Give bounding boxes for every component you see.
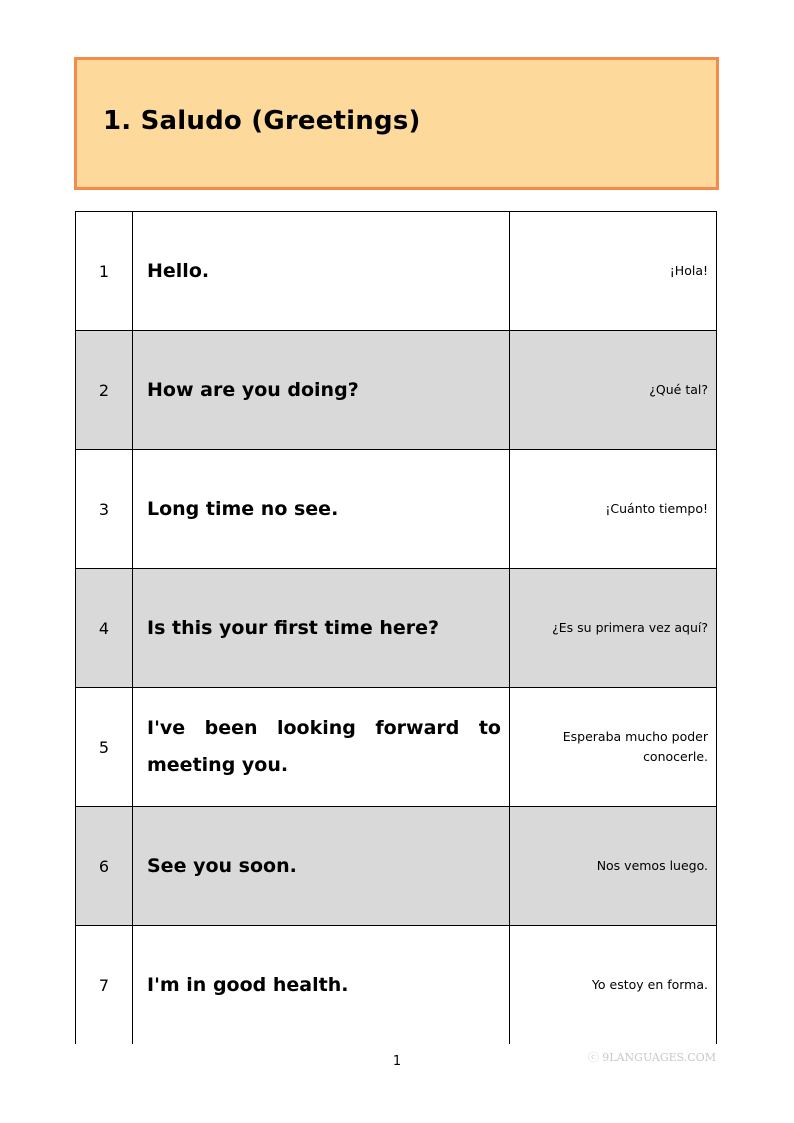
- spanish-translation: Yo estoy en forma.: [510, 926, 717, 1045]
- row-number: 5: [76, 688, 133, 807]
- table-row: [76, 926, 717, 1045]
- copyright-watermark: ⓒ 9LANGUAGES.COM: [587, 1051, 716, 1064]
- section-title-box: [74, 57, 719, 190]
- english-phrase: Is this your first time here?: [133, 569, 510, 688]
- spanish-translation: ¿Es su primera vez aquí?: [510, 569, 717, 688]
- english-phrase: See you soon.: [133, 807, 510, 926]
- english-phrase: Long time no see.: [133, 450, 510, 569]
- row-number: 4: [76, 569, 133, 688]
- table-row: [76, 569, 717, 688]
- spanish-translation: ¡Cuánto tiempo!: [510, 450, 717, 569]
- row-number: 1: [76, 212, 133, 331]
- english-phrase: I've been looking forward to meeting you.: [133, 688, 510, 807]
- table-row: [76, 450, 717, 569]
- table-row: [76, 688, 717, 807]
- spanish-translation: Esperaba mucho poder conocerle.: [510, 688, 717, 807]
- row-number: 7: [76, 926, 133, 1045]
- english-phrase: Hello.: [133, 212, 510, 331]
- row-number: 3: [76, 450, 133, 569]
- phrase-table: [75, 211, 717, 1044]
- english-phrase: I'm in good health.: [133, 926, 510, 1045]
- table-row: [76, 807, 717, 926]
- table-row: [76, 331, 717, 450]
- row-number: 6: [76, 807, 133, 926]
- page-number: 1: [392, 1054, 402, 1069]
- spanish-translation: ¡Hola!: [510, 212, 717, 331]
- english-phrase: How are you doing?: [133, 331, 510, 450]
- section-title: 1. Saludo (Greetings): [103, 106, 421, 136]
- spanish-translation: ¿Qué tal?: [510, 331, 717, 450]
- table-row: [76, 212, 717, 331]
- spanish-translation: Nos vemos luego.: [510, 807, 717, 926]
- row-number: 2: [76, 331, 133, 450]
